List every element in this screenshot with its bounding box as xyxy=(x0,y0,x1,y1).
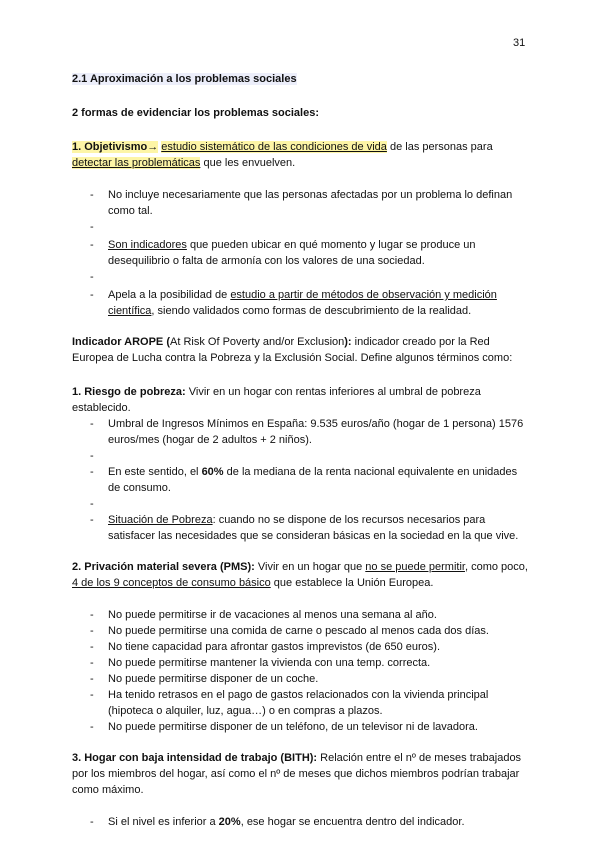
list-item: - No puede permitirse una comida de carne o pescado al menos cada dos días. xyxy=(72,623,528,639)
list-item: - No puede permitirse disponer de un coche. xyxy=(72,671,528,687)
list-item-text: Umbral de Ingresos Mínimos en España: 9.535 euros/año (hogar de 1 persona) 1576 euros/mes (hogar de 2 adultos + 2 niños). xyxy=(108,418,524,446)
objetivismo-term-1: estudio sistemático de las condiciones de vida xyxy=(161,141,387,153)
list-item-term: estudio a partir de métodos de observación y medición científica xyxy=(108,289,497,317)
list-item xyxy=(72,287,528,319)
objetivismo-paragraph xyxy=(72,139,528,171)
list-item: - No tiene capacidad para afrontar gastos imprevistos (de 650 euros). xyxy=(72,639,528,655)
riesgo-label: 1. Riesgo de pobreza: xyxy=(72,386,186,398)
list-item-term: Son indicadores xyxy=(108,239,187,251)
objetivismo-term-2: detectar las problemáticas xyxy=(72,157,201,169)
privacion-paragraph xyxy=(72,559,528,591)
list-item-text: : cuando no se dispone de los recursos necesarios para satisfacer las necesidades que se consideran básicas en la sociedad en la que vive. xyxy=(108,514,519,542)
list-item: - Ha tenido retrasos en el pago de gastos relacionados con la vivienda principal (hipoteca o alquiler, luz, agua…) o en compras a plazos. xyxy=(72,687,528,719)
hogar-label: 3. Hogar con baja intensidad de trabajo (BITH): xyxy=(72,752,318,764)
list-item: - No puede permitirse disponer de un teléfono, de un televisor ni de lavadora. xyxy=(72,719,528,735)
list-item-bold: 20% xyxy=(218,816,241,828)
arope-paren-open: ( xyxy=(163,336,171,348)
hogar-text: Relación entre el nº de meses trabajados por los miembros del hogar, así como el nº de meses que dichos miembros podrían trabajar como máximo. xyxy=(72,752,522,796)
objetivismo-label xyxy=(72,141,158,153)
list-item-text: de la mediana de la renta nacional equivalente en unidades de consumo. xyxy=(108,466,518,494)
list-item-text: que pueden ubicar en qué momento y lugar se produce un desequilibrio o falta de armonía con los valores de una sociedad. xyxy=(108,239,476,267)
spacer xyxy=(72,448,528,464)
list-item: - No puede permitirse ir de vacaciones al menos una semana al año. xyxy=(72,607,528,623)
list-item-term: Situación de Pobreza xyxy=(108,514,213,526)
list-item: - No puede permitirse mantener la vivienda con una temp. correcta. xyxy=(72,655,528,671)
list-item-text: No incluye necesariamente que las personas afectadas por un problema lo definan como tal. xyxy=(108,189,513,217)
arope-label: Indicador AROPE xyxy=(72,336,164,348)
document-body xyxy=(72,71,528,830)
riesgo-text: Vivir en un hogar con rentas inferiores al umbral de pobreza establecido. xyxy=(72,386,481,414)
list-item-text: , ese hogar se encuentra dentro del indicador. xyxy=(240,816,465,828)
list-item-text: , siendo validados como formas de descubrimiento de la realidad. xyxy=(151,305,472,317)
privacion-term-1: no se puede permitir xyxy=(365,561,465,573)
privacion-label: 2. Privación material severa (PMS): xyxy=(72,561,255,573)
list-item xyxy=(72,464,528,496)
list-item-pre: Si el nivel es inferior a xyxy=(108,816,219,828)
list-item xyxy=(72,416,528,448)
list-item xyxy=(72,814,528,830)
spacer xyxy=(72,496,528,512)
privacion-text-1: Vivir en un hogar que xyxy=(254,561,366,573)
list-item-pre: En este sentido, el xyxy=(108,466,202,478)
hogar-list xyxy=(72,814,528,830)
objetivismo-label-text: 1. Objetivismo xyxy=(72,141,148,153)
privacion-text-3: que establece la Unión Europea. xyxy=(270,577,434,589)
spacer xyxy=(72,219,528,237)
objetivismo-list xyxy=(72,187,528,319)
section-subheading: 2 formas de evidenciar los problemas sociales: xyxy=(72,107,319,119)
privacion-list xyxy=(72,607,528,735)
riesgo-paragraph xyxy=(72,384,528,416)
page-number: 31 xyxy=(513,37,526,49)
arrow-icon: → xyxy=(147,141,159,153)
list-item xyxy=(72,512,528,544)
list-item xyxy=(72,187,528,219)
section-heading-text: 2.1 Aproximación a los problemas sociales xyxy=(72,73,297,85)
arope-acronym-expansion: At Risk Of Poverty and/or Exclusion xyxy=(170,336,345,348)
spacer xyxy=(72,269,528,287)
privacion-text-2: , como poco, xyxy=(464,561,528,573)
arope-paren-close: ): xyxy=(344,336,352,348)
list-item-pre: Apela a la posibilidad de xyxy=(108,289,231,301)
hogar-paragraph xyxy=(72,750,528,798)
privacion-term-2: 4 de los 9 conceptos de consumo básico xyxy=(72,577,271,589)
arope-paragraph xyxy=(72,334,528,366)
list-item-bold: 60% xyxy=(201,466,224,478)
section-heading xyxy=(72,71,528,87)
riesgo-list xyxy=(72,416,528,544)
arope-text: indicador creado por la Red Europea de Lucha contra la Pobreza y la Exclusión Social. Define algunos términos como: xyxy=(72,336,513,364)
objetivismo-text-1: de las personas para xyxy=(386,141,493,153)
objetivismo-text-2: que les envuelven. xyxy=(200,157,296,169)
list-item xyxy=(72,237,528,269)
